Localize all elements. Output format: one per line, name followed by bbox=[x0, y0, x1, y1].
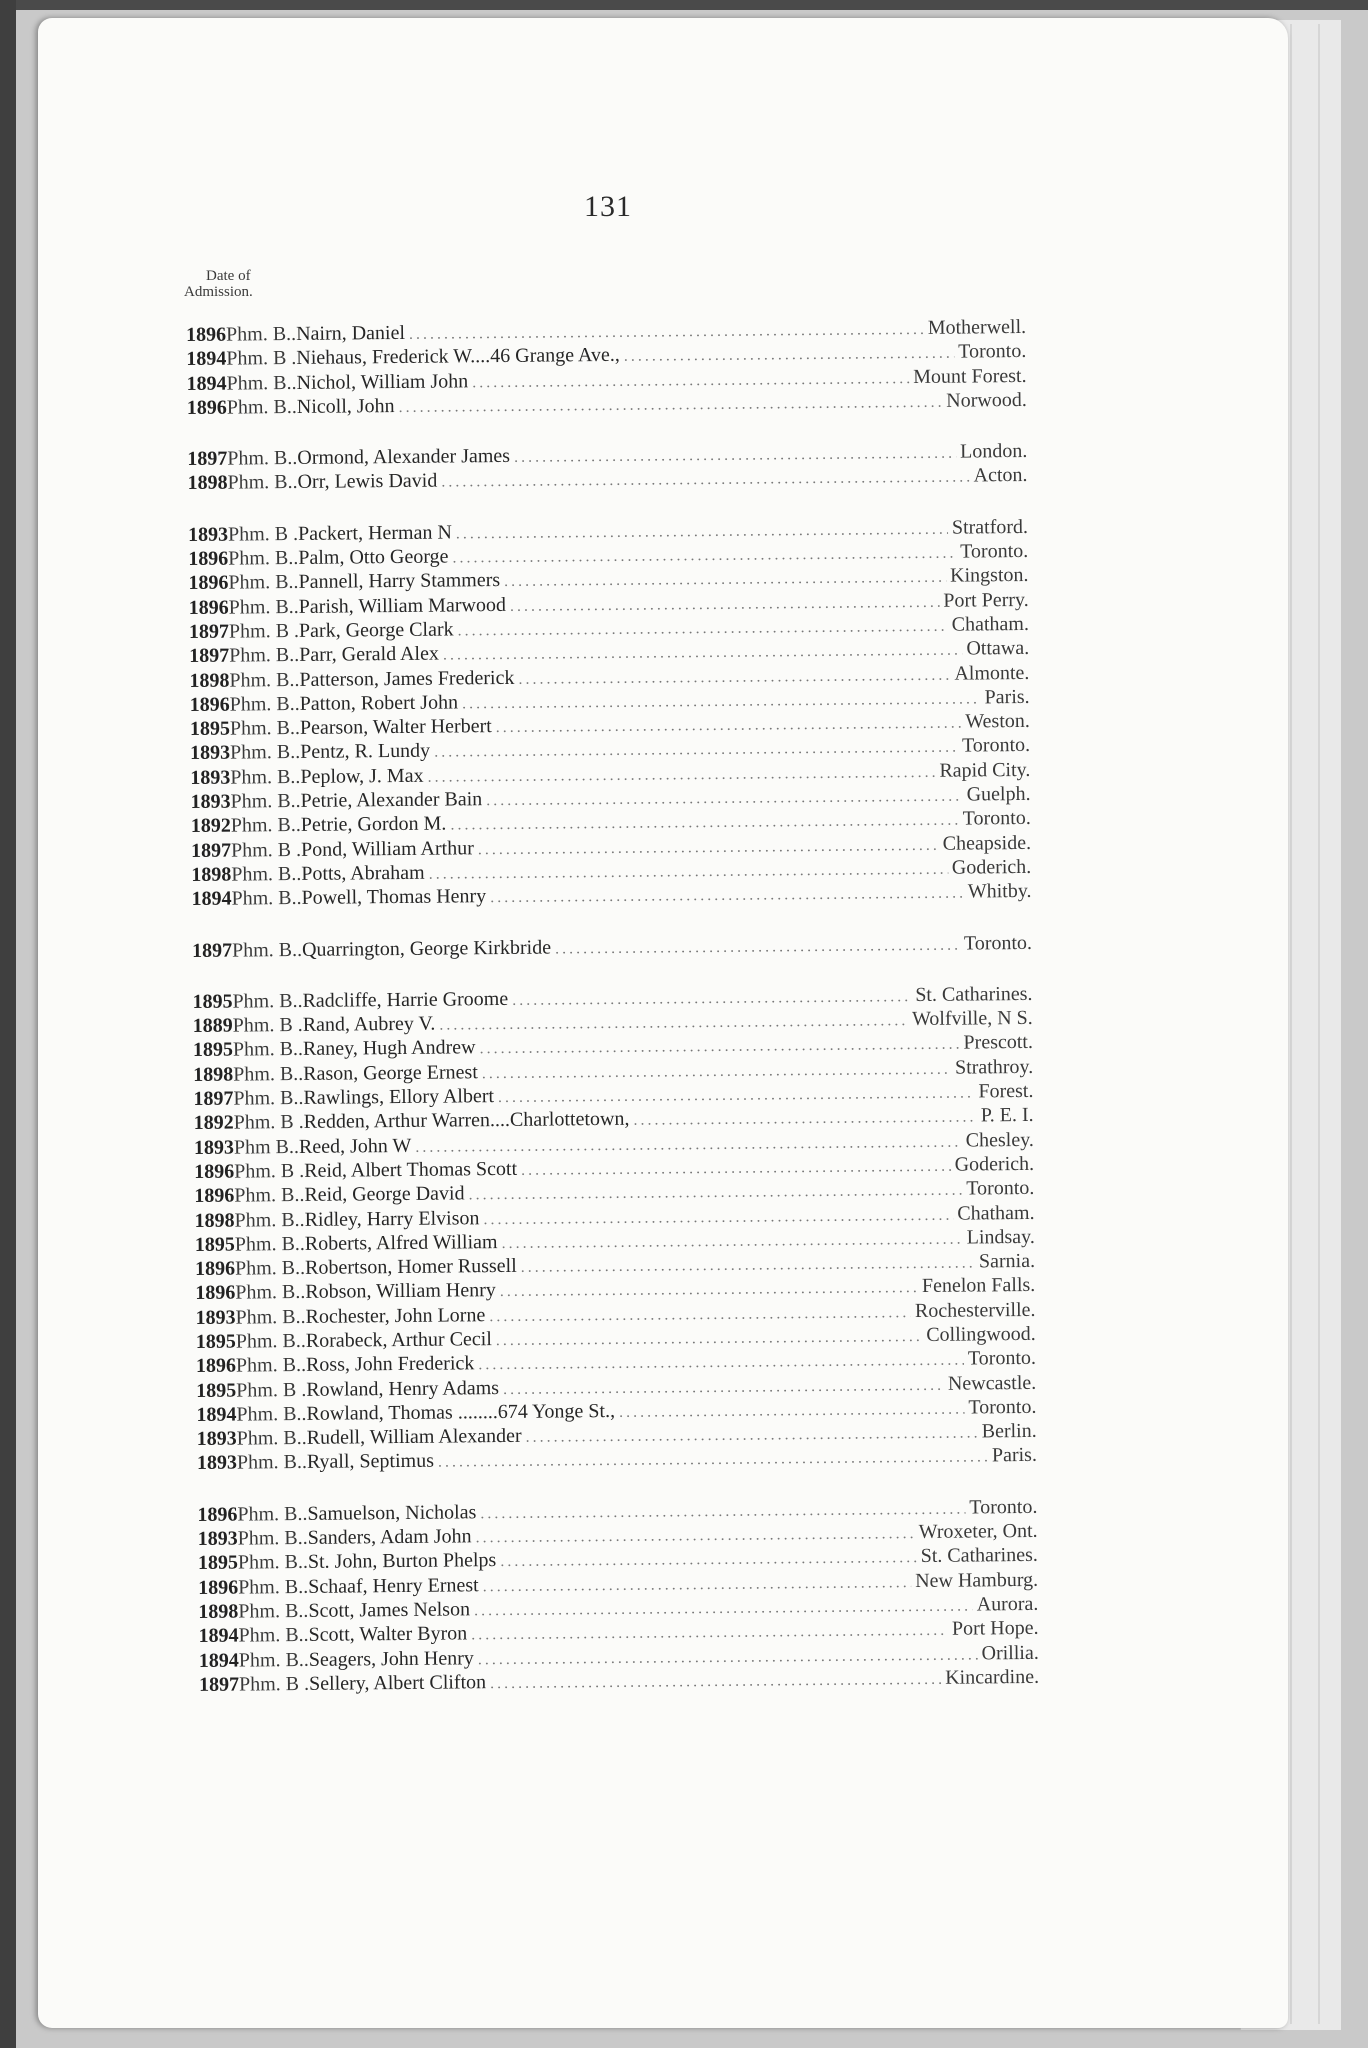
degree: Phm. B.. bbox=[228, 547, 299, 570]
member-name: Niehaus, Frederick W....46 Grange Ave., bbox=[296, 344, 620, 370]
member-name: Rawlings, Ellory Albert bbox=[303, 1085, 495, 1109]
admission-year: 1893 bbox=[197, 1527, 238, 1551]
leader-dots bbox=[456, 520, 948, 543]
degree: Phm. B.. bbox=[238, 1575, 309, 1599]
member-name: St. John, Burton Phelps bbox=[307, 1549, 497, 1574]
location: Toronto. bbox=[962, 807, 1031, 830]
leader-dots bbox=[498, 1084, 975, 1107]
admission-year: 1893 bbox=[196, 1452, 238, 1475]
admission-year: 1896 bbox=[198, 1576, 239, 1599]
location: Paris. bbox=[984, 685, 1030, 709]
degree: Phm. B.. bbox=[227, 471, 298, 495]
admission-year: 1898 bbox=[191, 863, 232, 886]
leader-dots bbox=[633, 1109, 977, 1130]
admission-year: 1895 bbox=[192, 990, 233, 1013]
admission-year: 1893 bbox=[190, 742, 231, 765]
member-name: Rochester, John Lorne bbox=[305, 1303, 486, 1328]
column-header-line1: Date of bbox=[206, 268, 251, 284]
admission-year: 1896 bbox=[188, 571, 229, 595]
member-name: Powell, Thomas Henry bbox=[301, 885, 487, 910]
member-name: Parish, William Marwood bbox=[298, 593, 506, 618]
location: Strathroy. bbox=[954, 1055, 1034, 1079]
admission-year: 1898 bbox=[189, 669, 230, 692]
degree: Phm. B.. bbox=[237, 1502, 308, 1526]
degree: Phm. B.. bbox=[237, 1526, 308, 1550]
location: Port Hope. bbox=[951, 1617, 1039, 1640]
member-name: Nichol, William John bbox=[296, 369, 469, 394]
leader-dots bbox=[624, 345, 955, 366]
degree: Phm. B.. bbox=[232, 1038, 304, 1062]
member-name: Sellery, Albert Clifton bbox=[308, 1671, 487, 1695]
degree: Phm. B.. bbox=[231, 887, 302, 910]
member-name: Reid, Albert Thomas Scott bbox=[304, 1157, 518, 1182]
scan-border-top bbox=[0, 0, 1368, 10]
location: Guelph. bbox=[966, 782, 1031, 806]
leader-dots bbox=[476, 1525, 915, 1547]
admission-year: 1896 bbox=[195, 1281, 236, 1305]
degree: Phm. B . bbox=[230, 838, 302, 862]
admission-year: 1893 bbox=[187, 523, 229, 546]
admission-year: 1896 bbox=[194, 1184, 235, 1208]
member-name: Peplow, J. Max bbox=[300, 764, 424, 788]
location: St. Catharines. bbox=[915, 982, 1033, 1006]
degree: Phm. B . bbox=[236, 1378, 307, 1402]
admission-year: 1897 bbox=[187, 447, 228, 471]
member-name: Ryall, Septimus bbox=[306, 1450, 435, 1474]
admission-year: 1898 bbox=[198, 1600, 239, 1623]
member-name: Scott, James Nelson bbox=[308, 1598, 471, 1622]
location: Chesley. bbox=[965, 1128, 1034, 1152]
degree: Phm. B.. bbox=[226, 395, 297, 419]
location: St. Catharines. bbox=[920, 1544, 1038, 1568]
member-name: Nairn, Daniel bbox=[296, 321, 406, 345]
member-name: Rason, George Ernest bbox=[303, 1060, 478, 1085]
member-name: Parr, Gerald Alex bbox=[299, 642, 440, 667]
degree: Phm. B . bbox=[227, 522, 299, 546]
leader-dots bbox=[490, 885, 964, 908]
leader-dots bbox=[504, 569, 946, 591]
location: Weston. bbox=[965, 710, 1030, 733]
admission-year: 1896 bbox=[197, 1503, 238, 1526]
location: Toronto. bbox=[967, 1347, 1037, 1370]
degree: Phm. B.. bbox=[235, 1354, 307, 1377]
leader-dots bbox=[526, 1425, 978, 1447]
leader-dots bbox=[478, 836, 939, 858]
member-name: Park, George Clark bbox=[298, 618, 454, 642]
location: Stratford. bbox=[951, 515, 1029, 539]
degree: Phm. B.. bbox=[236, 1451, 308, 1475]
degree: Phm. B.. bbox=[225, 322, 297, 346]
location: Aurora. bbox=[976, 1592, 1039, 1616]
member-name: Petrie, Alexander Bain bbox=[300, 788, 483, 812]
admission-year: 1892 bbox=[190, 814, 231, 838]
member-name: Ross, John Frederick bbox=[305, 1352, 475, 1377]
location: Port Perry. bbox=[943, 588, 1029, 612]
member-name: Ridley, Harry Elvison bbox=[304, 1206, 480, 1231]
degree: Phm. B . bbox=[233, 1111, 304, 1134]
degree: Phm. B.. bbox=[230, 765, 301, 789]
leader-dots bbox=[501, 1230, 962, 1252]
degree: Phm. B . bbox=[232, 1014, 303, 1037]
leader-dots bbox=[503, 1376, 944, 1398]
degree: Phm. B.. bbox=[233, 1086, 304, 1110]
member-name: Seagers, John Henry bbox=[308, 1646, 474, 1671]
admission-year: 1896 bbox=[186, 323, 227, 346]
location: Ottawa. bbox=[966, 637, 1030, 660]
admission-year: 1895 bbox=[194, 1233, 235, 1256]
leader-dots bbox=[474, 1597, 973, 1620]
location: Chatham. bbox=[957, 1201, 1035, 1225]
degree: Phm. B.. bbox=[235, 1329, 306, 1353]
admission-year: 1896 bbox=[188, 596, 229, 619]
degree: Phm. B.. bbox=[229, 717, 301, 740]
leader-dots bbox=[452, 545, 956, 568]
leader-dots bbox=[619, 1400, 965, 1421]
location: Goderich. bbox=[954, 1152, 1035, 1176]
leader-dots bbox=[450, 812, 959, 835]
degree: Phm. B.. bbox=[236, 1427, 307, 1450]
leader-dots bbox=[441, 469, 970, 492]
member-name: Reid, George David bbox=[304, 1182, 465, 1207]
degree: Phm. B.. bbox=[234, 1208, 305, 1232]
degree: Phm. B.. bbox=[231, 862, 302, 886]
admission-year: 1889 bbox=[192, 1014, 233, 1038]
degree: Phm. B . bbox=[228, 619, 300, 643]
admission-year: 1897 bbox=[189, 644, 230, 668]
admission-year: 1893 bbox=[190, 766, 231, 789]
degree: Phm. B . bbox=[238, 1672, 310, 1696]
admission-year: 1897 bbox=[191, 939, 233, 962]
leader-dots bbox=[438, 1449, 988, 1472]
location: Toronto. bbox=[963, 931, 1033, 955]
degree: Phm. B.. bbox=[230, 814, 301, 837]
leader-dots bbox=[472, 370, 909, 392]
list-item bbox=[192, 931, 1032, 963]
degree: Phm. B.. bbox=[230, 789, 301, 813]
member-name: Roberts, Alfred William bbox=[304, 1230, 498, 1255]
location: Collingwood. bbox=[926, 1322, 1036, 1346]
admission-year: 1894 bbox=[191, 887, 232, 911]
admission-year: 1894 bbox=[186, 347, 227, 371]
leader-dots bbox=[483, 1574, 912, 1596]
degree: Phm. B . bbox=[226, 347, 297, 370]
member-name: Packert, Herman N bbox=[297, 521, 452, 545]
location: Motherwell. bbox=[927, 315, 1027, 339]
member-name: Reed, John W bbox=[298, 1134, 412, 1158]
admission-year: 1895 bbox=[192, 1039, 234, 1062]
degree: Phm. B.. bbox=[229, 644, 300, 667]
degree: Phm. B.. bbox=[235, 1281, 306, 1304]
degree: Phm. B.. bbox=[234, 1256, 306, 1280]
location: P. E. I. bbox=[980, 1104, 1034, 1127]
admission-year: 1893 bbox=[196, 1427, 237, 1451]
leader-dots bbox=[429, 861, 948, 884]
page-edge-line bbox=[1290, 24, 1292, 2024]
member-name: Schaaf, Henry Ernest bbox=[308, 1573, 479, 1598]
location: Toronto. bbox=[958, 340, 1027, 363]
member-name: Quarrington, George Kirkbride bbox=[301, 936, 552, 961]
leader-dots bbox=[479, 1036, 959, 1059]
leader-dots bbox=[409, 321, 924, 344]
location: Cheapside. bbox=[942, 831, 1032, 855]
leader-dots bbox=[443, 642, 963, 665]
degree: Phm. B.. bbox=[238, 1599, 309, 1623]
location: Kincardine. bbox=[945, 1665, 1040, 1689]
document-page bbox=[38, 18, 1288, 2028]
member-name: Robson, William Henry bbox=[305, 1279, 496, 1304]
member-name: Palm, Otto George bbox=[298, 545, 449, 570]
leader-dots bbox=[512, 988, 911, 1010]
degree: Phm. B.. bbox=[227, 447, 298, 470]
degree: Phm. B.. bbox=[237, 1551, 309, 1574]
member-name: Scott, Walter Byron bbox=[308, 1622, 468, 1647]
location: Rochesterville. bbox=[914, 1298, 1036, 1322]
member-name: Nicoll, John bbox=[296, 394, 395, 418]
admission-year: 1896 bbox=[186, 396, 227, 419]
leader-dots bbox=[500, 1279, 918, 1301]
degree: Phm. B . bbox=[234, 1159, 305, 1183]
location: Whitby. bbox=[967, 880, 1032, 903]
location: Lindsay. bbox=[966, 1225, 1035, 1249]
admission-year: 1895 bbox=[195, 1330, 236, 1353]
member-name: Raney, Hugh Andrew bbox=[302, 1036, 476, 1061]
location: Kingston. bbox=[950, 564, 1029, 588]
degree: Phm. B.. bbox=[231, 938, 303, 962]
location: Toronto. bbox=[966, 1177, 1035, 1200]
degree: Phm. B.. bbox=[232, 989, 303, 1013]
leader-dots bbox=[510, 593, 940, 615]
location: Toronto. bbox=[961, 734, 1031, 758]
admission-year: 1898 bbox=[187, 472, 228, 495]
leader-dots bbox=[500, 1549, 917, 1571]
member-name: Ormond, Alexander James bbox=[297, 445, 511, 470]
leader-dots bbox=[489, 1304, 911, 1326]
page-number: 131 bbox=[584, 190, 632, 223]
member-name: Petrie, Gordon M. bbox=[300, 812, 447, 837]
member-name: Rorabeck, Arthur Cecil bbox=[305, 1328, 492, 1352]
admission-year: 1898 bbox=[194, 1209, 235, 1232]
leader-dots bbox=[458, 618, 948, 641]
admission-year: 1894 bbox=[186, 372, 227, 395]
member-name: Rudell, William Alexander bbox=[306, 1425, 522, 1450]
member-name: Robertson, Homer Russell bbox=[304, 1254, 517, 1279]
leader-dots bbox=[480, 1500, 965, 1523]
admission-year: 1895 bbox=[189, 717, 230, 741]
member-name: Samuelson, Nicholas bbox=[307, 1501, 477, 1525]
leader-dots bbox=[482, 1060, 951, 1083]
admission-year: 1896 bbox=[188, 547, 229, 571]
degree: Phm. B.. bbox=[236, 1402, 307, 1426]
admission-year: 1896 bbox=[189, 693, 230, 716]
location: Fenelon Falls. bbox=[921, 1274, 1036, 1298]
member-name: Orr, Lewis David bbox=[297, 470, 438, 494]
leader-dots bbox=[496, 1328, 923, 1350]
leader-dots bbox=[521, 1158, 951, 1180]
degree: Phm. B.. bbox=[238, 1648, 309, 1672]
column-header-line2: Admission. bbox=[184, 284, 253, 300]
member-name: Patton, Robert John bbox=[299, 691, 459, 715]
member-name: Patterson, James Frederick bbox=[299, 666, 515, 691]
degree: Phm. B.. bbox=[234, 1232, 305, 1256]
leader-dots bbox=[514, 445, 956, 467]
member-name: Rowland, Henry Adams bbox=[306, 1376, 500, 1401]
location: Berlin. bbox=[981, 1420, 1037, 1443]
location: Toronto. bbox=[968, 1395, 1037, 1419]
location: Goderich. bbox=[951, 855, 1032, 879]
member-name: Pond, William Arthur bbox=[300, 836, 474, 861]
location: Wolfville, N S. bbox=[911, 1007, 1033, 1031]
admission-list bbox=[186, 316, 1039, 1698]
admission-year: 1896 bbox=[195, 1354, 237, 1378]
location: Almonte. bbox=[954, 661, 1030, 685]
leader-dots bbox=[415, 1133, 962, 1156]
leader-dots bbox=[434, 739, 958, 762]
location: Newcastle. bbox=[947, 1371, 1037, 1395]
leader-dots bbox=[399, 394, 943, 417]
leader-dots bbox=[518, 666, 950, 688]
location: Sarnia. bbox=[978, 1249, 1036, 1273]
admission-year: 1893 bbox=[190, 790, 231, 814]
member-name: Radcliffe, Harrie Groome bbox=[302, 987, 509, 1012]
member-name: Pannell, Harry Stammers bbox=[298, 569, 501, 594]
scan-border-left bbox=[0, 0, 16, 2048]
degree: Phm. B.. bbox=[228, 571, 299, 594]
location: Chatham. bbox=[951, 612, 1030, 636]
location: Rapid City. bbox=[939, 758, 1031, 782]
degree: Phm. B.. bbox=[234, 1184, 305, 1207]
leader-dots bbox=[478, 1352, 964, 1375]
leader-dots bbox=[478, 1646, 978, 1669]
location: Mount Forest. bbox=[913, 364, 1027, 388]
location: Wroxeter, Ont. bbox=[918, 1519, 1038, 1544]
location: Paris. bbox=[991, 1444, 1038, 1467]
admission-year: 1894 bbox=[198, 1624, 239, 1648]
leader-dots bbox=[555, 936, 960, 958]
admission-year: 1893 bbox=[195, 1306, 236, 1329]
member-name: Sanders, Adam John bbox=[307, 1525, 472, 1549]
location: Orillia. bbox=[981, 1641, 1039, 1664]
admission-year: 1893 bbox=[193, 1136, 235, 1159]
member-name: Potts, Abraham bbox=[301, 861, 425, 885]
leader-dots bbox=[521, 1255, 975, 1277]
location: New Hamburg. bbox=[915, 1568, 1039, 1592]
leader-dots bbox=[471, 1622, 948, 1645]
admission-year: 1894 bbox=[198, 1649, 239, 1672]
degree: Phm. B.. bbox=[235, 1305, 306, 1329]
location: Toronto. bbox=[969, 1495, 1038, 1519]
degree: Phm B.. bbox=[233, 1135, 300, 1159]
admission-year: 1895 bbox=[197, 1551, 239, 1575]
member-name: Pentz, R. Lundy bbox=[300, 740, 431, 764]
degree: Phm. B.. bbox=[226, 371, 297, 395]
degree: Phm. B.. bbox=[233, 1062, 304, 1086]
leader-dots bbox=[490, 1671, 941, 1693]
degree: Phm. B.. bbox=[238, 1624, 309, 1647]
location: London. bbox=[959, 440, 1028, 463]
location: Forest. bbox=[978, 1079, 1034, 1103]
leader-dots bbox=[427, 764, 935, 787]
degree: Phm. B.. bbox=[230, 741, 301, 765]
leader-dots bbox=[483, 1206, 953, 1229]
leader-dots bbox=[486, 788, 963, 811]
degree: Phm. B.. bbox=[229, 692, 300, 716]
admission-year: 1897 bbox=[188, 620, 230, 643]
admission-year: 1898 bbox=[193, 1063, 234, 1086]
leader-dots bbox=[439, 1012, 908, 1034]
admission-year: 1892 bbox=[193, 1111, 234, 1135]
leader-dots bbox=[468, 1182, 962, 1205]
leader-dots bbox=[462, 690, 981, 713]
location: Norwood. bbox=[946, 388, 1027, 412]
admission-year: 1894 bbox=[196, 1403, 237, 1426]
admission-year: 1895 bbox=[196, 1379, 237, 1402]
member-name: Pearson, Walter Herbert bbox=[299, 715, 492, 740]
member-name: Rand, Aubrey V. bbox=[302, 1012, 436, 1037]
admission-year: 1897 bbox=[190, 839, 232, 862]
location: Prescott. bbox=[963, 1031, 1034, 1054]
admission-year: 1896 bbox=[194, 1160, 235, 1183]
location: Acton. bbox=[973, 464, 1028, 487]
leader-dots bbox=[496, 715, 962, 737]
admission-year: 1897 bbox=[198, 1673, 240, 1696]
location: Toronto. bbox=[960, 540, 1029, 563]
admission-year: 1896 bbox=[194, 1257, 236, 1281]
degree: Phm. B.. bbox=[229, 668, 300, 692]
admission-year: 1897 bbox=[193, 1087, 234, 1110]
page-edge-line bbox=[1318, 24, 1320, 2024]
member-name: Redden, Arthur Warren....Charlottetown, bbox=[303, 1108, 630, 1134]
member-name: Rowland, Thomas ........674 Yonge St., bbox=[306, 1399, 616, 1425]
degree: Phm. B.. bbox=[228, 595, 299, 619]
